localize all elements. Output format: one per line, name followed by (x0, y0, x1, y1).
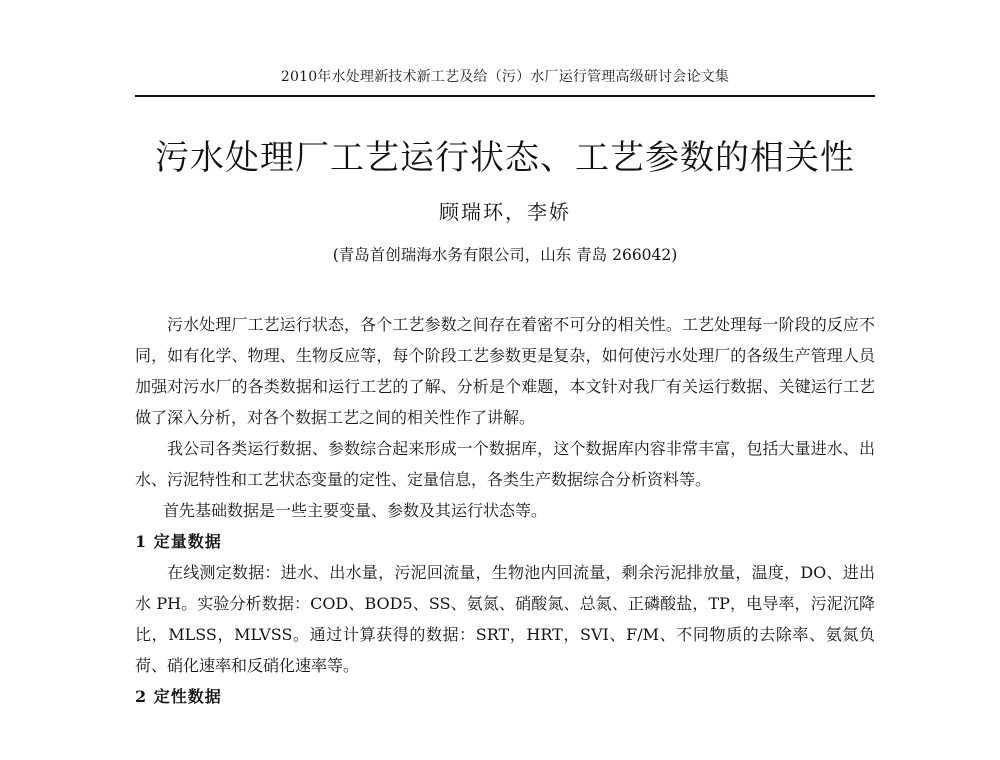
paragraph-basis: 首先基础数据是一些主要变量、参数及其运行状态等。 (163, 501, 548, 520)
authors: 顾瑞环，李娇 (439, 200, 571, 224)
header-rule (135, 95, 875, 97)
body-text (135, 309, 875, 712)
paragraph-intro: 污水处理厂工艺运行状态，各个工艺参数之间存在着密不可分的相关性。工艺处理每一阶段的反应不同，如有化学、物理、生物反应等，每个阶段工艺参数更是复杂，如何使污水处理厂的各级生产管理人员加强对污水厂的各类数据和运行工艺的了解、分析是个难题，本文针对我厂有关运行数据、关键运行工艺做了深入分析，对各个数据工艺之间的相关性作了讲解。 (135, 315, 875, 427)
affiliation: (青岛首创瑞海水务有限公司，山东 青岛 266042) (332, 246, 678, 264)
section-heading-quantitative: 1 定量数据 (135, 532, 222, 551)
section-heading-qualitative: 2 定性数据 (135, 687, 222, 706)
paragraph-quantitative: 在线测定数据：进水、出水量，污泥回流量，生物池内回流量，剩余污泥排放量，温度，DO、进出水 PH。实验分析数据：COD、BOD5、SS、氨氮、硝酸氮、总氮、正磷酸盐，TP，电导率，污泥沉降比，MLSS，MLVSS。通过计算获得的数据：SRT，HRT，SVI、F/M、不同物质的去除率、氨氮负荷、硝化速率和反硝化速率等。 (135, 563, 875, 675)
paragraph-database: 我公司各类运行数据、参数综合起来形成一个数据库，这个数据库内容非常丰富，包括大量进水、出水、污泥特性和工艺状态变量的定性、定量信息，各类生产数据综合分析资料等。 (135, 439, 875, 489)
running-header: 2010年水处理新技术新工艺及给（污）水厂运行管理高级研讨会论文集 (280, 69, 730, 85)
paper-title: 污水处理厂工艺运行状态、工艺参数的相关性 (155, 138, 855, 178)
